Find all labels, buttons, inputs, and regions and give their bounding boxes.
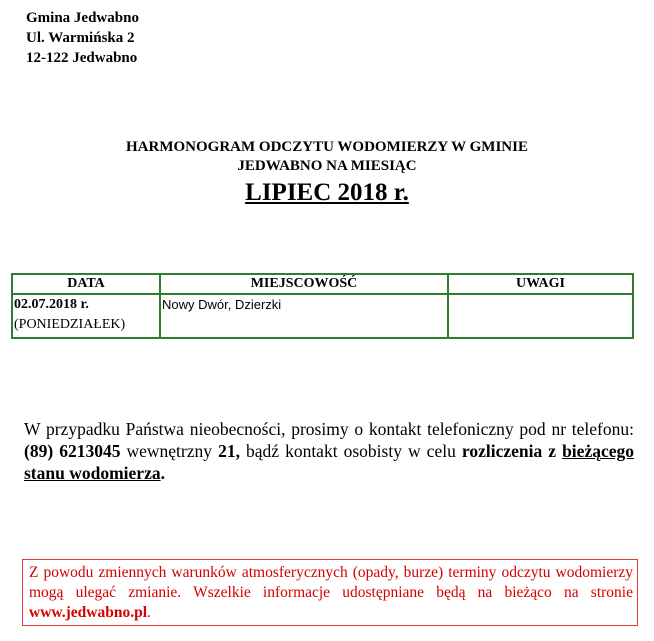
row-place: Nowy Dwór, Dzierzki — [162, 297, 282, 312]
phone-number: (89) 6213045 — [24, 441, 121, 461]
address-block — [26, 8, 139, 68]
info-text-1: W przypadku Państwa nieobecności, prosimy o kontakt telefoniczny pod nr telefonu: — [24, 419, 634, 439]
address-line-2: Ul. Warmińska 2 — [26, 30, 135, 46]
header-date: DATA — [12, 274, 160, 294]
notice-text: Z powodu zmiennych warunków atmosferycznych (opady, burze) terminy odczytu wodomierzy mogą ulegać zmianie. Wszelkie informacje udostępniane będą na bieżąco na stronie — [29, 564, 633, 601]
address-line-1: Gmina Jedwabno — [26, 10, 139, 26]
table-row — [12, 294, 633, 338]
header-place: MIEJSCOWOŚĆ — [160, 274, 448, 294]
cell-place — [160, 294, 448, 338]
info-bold-underlined: bieżącego stanu wodomierza — [24, 441, 634, 483]
heading-line-2: JEDWABNO NA MIESIĄC — [237, 158, 417, 174]
notice-end: . — [147, 604, 151, 621]
row-day: (PONIEDZIAŁEK) — [14, 317, 126, 332]
address-line-3: 12-122 Jedwabno — [26, 50, 138, 66]
extension-number: 21, — [218, 441, 240, 461]
info-text-3: bądź kontakt osobisty w celu — [239, 441, 462, 461]
table-header-row — [12, 274, 633, 294]
info-bold-text: rozliczenia z — [461, 441, 563, 461]
website-link[interactable]: www.jedwabno.pl — [29, 604, 147, 621]
schedule-heading — [0, 138, 654, 176]
weather-notice-box — [22, 559, 638, 626]
schedule-table — [11, 273, 634, 339]
info-end: . — [160, 463, 165, 483]
cell-date — [12, 294, 160, 338]
info-text-2: wewnętrzny — [120, 441, 219, 461]
header-notes: UWAGI — [448, 274, 633, 294]
cell-notes — [448, 294, 633, 338]
contact-info-paragraph — [24, 418, 634, 484]
month-title: LIPIEC 2018 r. — [245, 179, 409, 206]
heading-line-1: HARMONOGRAM ODCZYTU WODOMIERZY W GMINIE — [126, 139, 528, 155]
row-date: 02.07.2018 r. — [14, 297, 89, 312]
